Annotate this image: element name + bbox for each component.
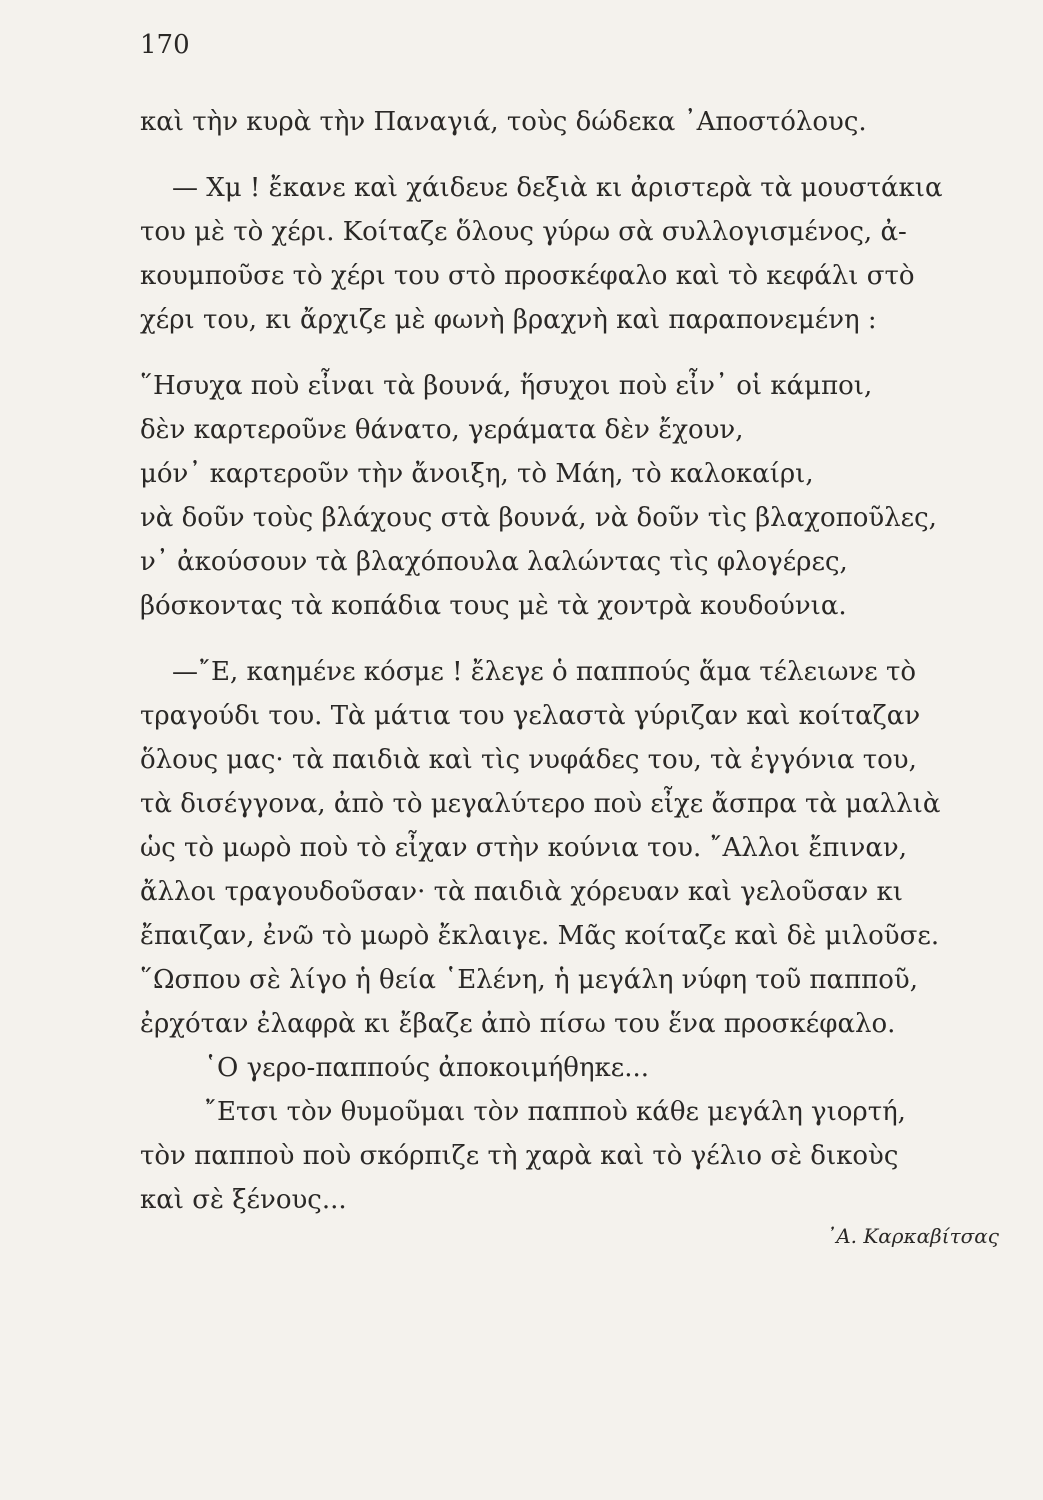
text-line: —῎Ε, καημένε κόσμε ! ἔλεγε ὁ παππούς ἅμα τέλειωνε τὸ: [172, 657, 917, 687]
paragraph-gap: [140, 144, 1020, 166]
verse-line: νὰ δοῦν τοὺς βλάχους στὰ βουνά, νὰ δοῦν τὶς βλαχοποῦλες,: [140, 503, 937, 533]
paragraph-gap: [140, 628, 1020, 650]
text-line: ἔπαιζαν, ἐνῶ τὸ μωρὸ ἔκλαιγε. Μᾶς κοίταζε καὶ δὲ μιλοῦσε.: [140, 921, 940, 951]
verse-line: ῞Ησυχα ποὺ εἶναι τὰ βουνά, ἥσυχοι ποὺ εἶν᾿ οἱ κάμποι,: [140, 371, 873, 401]
text-line: ῾Ο γερο-παππούς ἀποκοιμήθηκε...: [204, 1053, 650, 1083]
text-line: καὶ σὲ ξένους...: [140, 1185, 347, 1215]
text-line: ἐρχόταν ἐλαφρὰ κι ἔβαζε ἀπὸ πίσω του ἕνα προσκέφαλο.: [140, 1009, 896, 1039]
text-line: ῎Ετσι τὸν θυμοῦμαι τὸν παπποὺ κάθε μεγάλη γιορτή,: [204, 1097, 906, 1127]
verse-line: βόσκοντας τὰ κοπάδια τους μὲ τὰ χοντρὰ κουδούνια.: [140, 591, 847, 621]
body-text: [140, 100, 1020, 1222]
text-line: ἄλλοι τραγουδοῦσαν· τὰ παιδιὰ χόρευαν καὶ γελοῦσαν κι: [140, 877, 903, 907]
verse-line: ν᾿ ἀκούσουν τὰ βλαχόπουλα λαλώντας τὶς φλογέρες,: [140, 547, 848, 577]
author-signature: ᾿Α. Καρκαβίτσας: [826, 1224, 999, 1248]
text-line: του μὲ τὸ χέρι. Κοίταζε ὅλους γύρω σὰ συλλογισμένος, ἀ-: [140, 217, 907, 247]
text-line: κουμποῦσε τὸ χέρι του στὸ προσκέφαλο καὶ τὸ κεφάλι στὸ: [140, 261, 915, 291]
paragraph-gap: [140, 342, 1020, 364]
verse-line: μόν᾿ καρτεροῦν τὴν ἄνοιξη, τὸ Μάη, τὸ καλοκαίρι,: [140, 459, 814, 489]
text-line: ὅλους μας· τὰ παιδιὰ καὶ τὶς νυφάδες του, τὰ ἐγγόνια του,: [140, 745, 917, 775]
text-line: τὸν παπποὺ ποὺ σκόρπιζε τὴ χαρὰ καὶ τὸ γέλιο σὲ δικοὺς: [140, 1141, 899, 1171]
text-line: — Χμ ! ἔκανε καὶ χάιδευε δεξιὰ κι ἀριστερὰ τὰ μουστάκια: [172, 173, 943, 203]
text-line: ὡς τὸ μωρὸ ποὺ τὸ εἶχαν στὴν κούνια του. ῎Αλλοι ἔπιναν,: [140, 833, 907, 863]
text-line: ῞Ωσπου σὲ λίγο ἡ θεία ῾Ελένη, ἡ μεγάλη νύφη τοῦ παπποῦ,: [140, 965, 918, 995]
text-line: χέρι του, κι ἄρχιζε μὲ φωνὴ βραχνὴ καὶ παραπονεμένη :: [140, 305, 877, 335]
text-line: τραγούδι του. Τὰ μάτια του γελαστὰ γύριζαν καὶ κοίταζαν: [140, 701, 921, 731]
verse-line: δὲν καρτεροῦνε θάνατο, γεράματα δὲν ἔχουν,: [140, 415, 744, 445]
text-line: τὰ δισέγγονα, ἀπὸ τὸ μεγαλύτερο ποὺ εἶχε ἄσπρα τὰ μαλλιὰ: [140, 789, 941, 819]
page-number: 170: [140, 30, 190, 60]
text-line: καὶ τὴν κυρὰ τὴν Παναγιά, τοὺς δώδεκα ᾿Αποστόλους.: [140, 107, 867, 137]
